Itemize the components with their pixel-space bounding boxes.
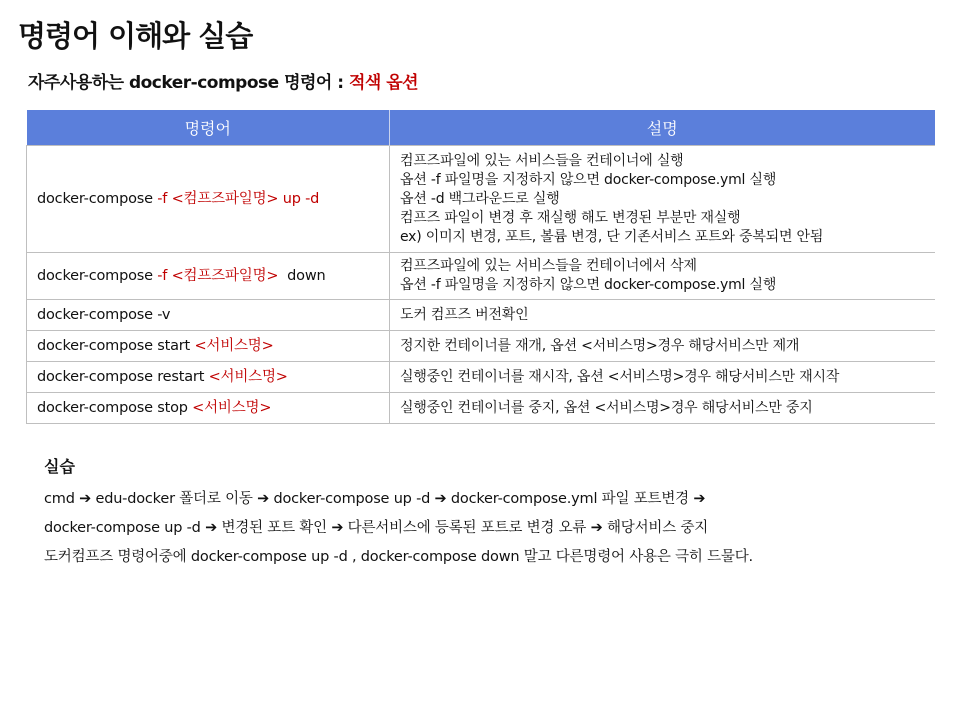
- practice-heading: 실습: [44, 457, 75, 476]
- description-cell: [390, 253, 935, 300]
- command-table: [26, 110, 935, 424]
- description-cell: [390, 362, 935, 393]
- description-line: 컴프즈파일에 있는 서비스들을 컨테이너에서 삭제: [400, 258, 697, 274]
- command-text: docker-compose start: [37, 337, 195, 354]
- description-line: 실행중인 컨테이너를 재시작, 옵션 <서비스명>경우 해당서비스만 재시작: [400, 368, 840, 385]
- practice-line: 도커컴프즈 명령어중에 docker-compose up -d , docker-compose down 말고 다른명령어 사용은 극히 드물다.: [44, 549, 753, 565]
- subtitle-highlight: 적색 옵션: [348, 73, 419, 93]
- header-description: 설명: [390, 110, 935, 146]
- description-line: 옵션 -f 파일명을 지정하지 않으면 docker-compose.yml 실행: [400, 277, 777, 293]
- practice-line: docker-compose up -d ➔ 변경된 포트 확인 ➔ 다른서비스에 등록된 포트로 변경 오류 ➔ 해당서비스 중지: [44, 520, 709, 536]
- command-cell: [27, 393, 390, 424]
- command-cell: [27, 362, 390, 393]
- description-line: 옵션 -f 파일명을 지정하지 않으면 docker-compose.yml 실행: [400, 171, 777, 188]
- table-row: [27, 331, 935, 362]
- practice-line: cmd ➔ edu-docker 폴더로 이동 ➔ docker-compose up -d ➔ docker-compose.yml 파일 포트변경 ➔: [44, 491, 706, 507]
- description-cell: [390, 300, 935, 331]
- description-cell: [390, 393, 935, 424]
- command-option: -f <컴프즈파일명> up -d: [157, 190, 320, 207]
- page-title: 명령어 이해와 실습: [18, 19, 253, 53]
- command-suffix: down: [278, 267, 326, 284]
- table-row: [27, 146, 935, 253]
- table-row: [27, 393, 935, 424]
- command-cell: [27, 253, 390, 300]
- description-cell: [390, 331, 935, 362]
- command-option: <서비스명>: [192, 399, 272, 416]
- command-option: <서비스명>: [208, 368, 288, 385]
- description-line: 정지한 컨테이너를 재개, 옵션 <서비스명>경우 해당서비스만 제개: [400, 337, 800, 354]
- subtitle: [28, 68, 418, 93]
- command-option: -f <컴프즈파일명>: [157, 267, 279, 284]
- description-line: 도커 컴프즈 버전확인: [400, 306, 529, 323]
- description-line: 컴프즈 파일이 변경 후 재실행 해도 변경된 부분만 재실행: [400, 209, 741, 226]
- description-line: 컴프즈파일에 있는 서비스들을 컨테이너에 실행: [400, 152, 684, 169]
- command-option: <서비스명>: [194, 337, 274, 354]
- subtitle-text: 자주사용하는 docker-compose 명령어 :: [28, 73, 349, 93]
- command-text: docker-compose stop: [37, 399, 193, 416]
- command-text: docker-compose restart: [37, 368, 209, 385]
- practice-section: [44, 454, 924, 572]
- description-line: 실행중인 컨테이너를 중지, 옵션 <서비스명>경우 해당서비스만 중지: [400, 399, 813, 416]
- command-text: docker-compose: [37, 267, 158, 284]
- header-command: 명령어: [27, 110, 390, 146]
- command-cell: [27, 331, 390, 362]
- command-text: docker-compose: [37, 190, 158, 207]
- table-header-row: [27, 110, 935, 146]
- command-cell: [27, 146, 390, 253]
- description-cell: [390, 146, 935, 253]
- description-line: 옵션 -d 백그라운드로 실행: [400, 190, 560, 207]
- table-row: [27, 362, 935, 393]
- table-row: [27, 253, 935, 300]
- table-row: [27, 300, 935, 331]
- command-cell: [27, 300, 390, 331]
- description-line: ex) 이미지 변경, 포트, 볼륨 변경, 단 기존서비스 포트와 중복되면 안됨: [400, 228, 824, 245]
- command-text: docker-compose -v: [37, 306, 171, 323]
